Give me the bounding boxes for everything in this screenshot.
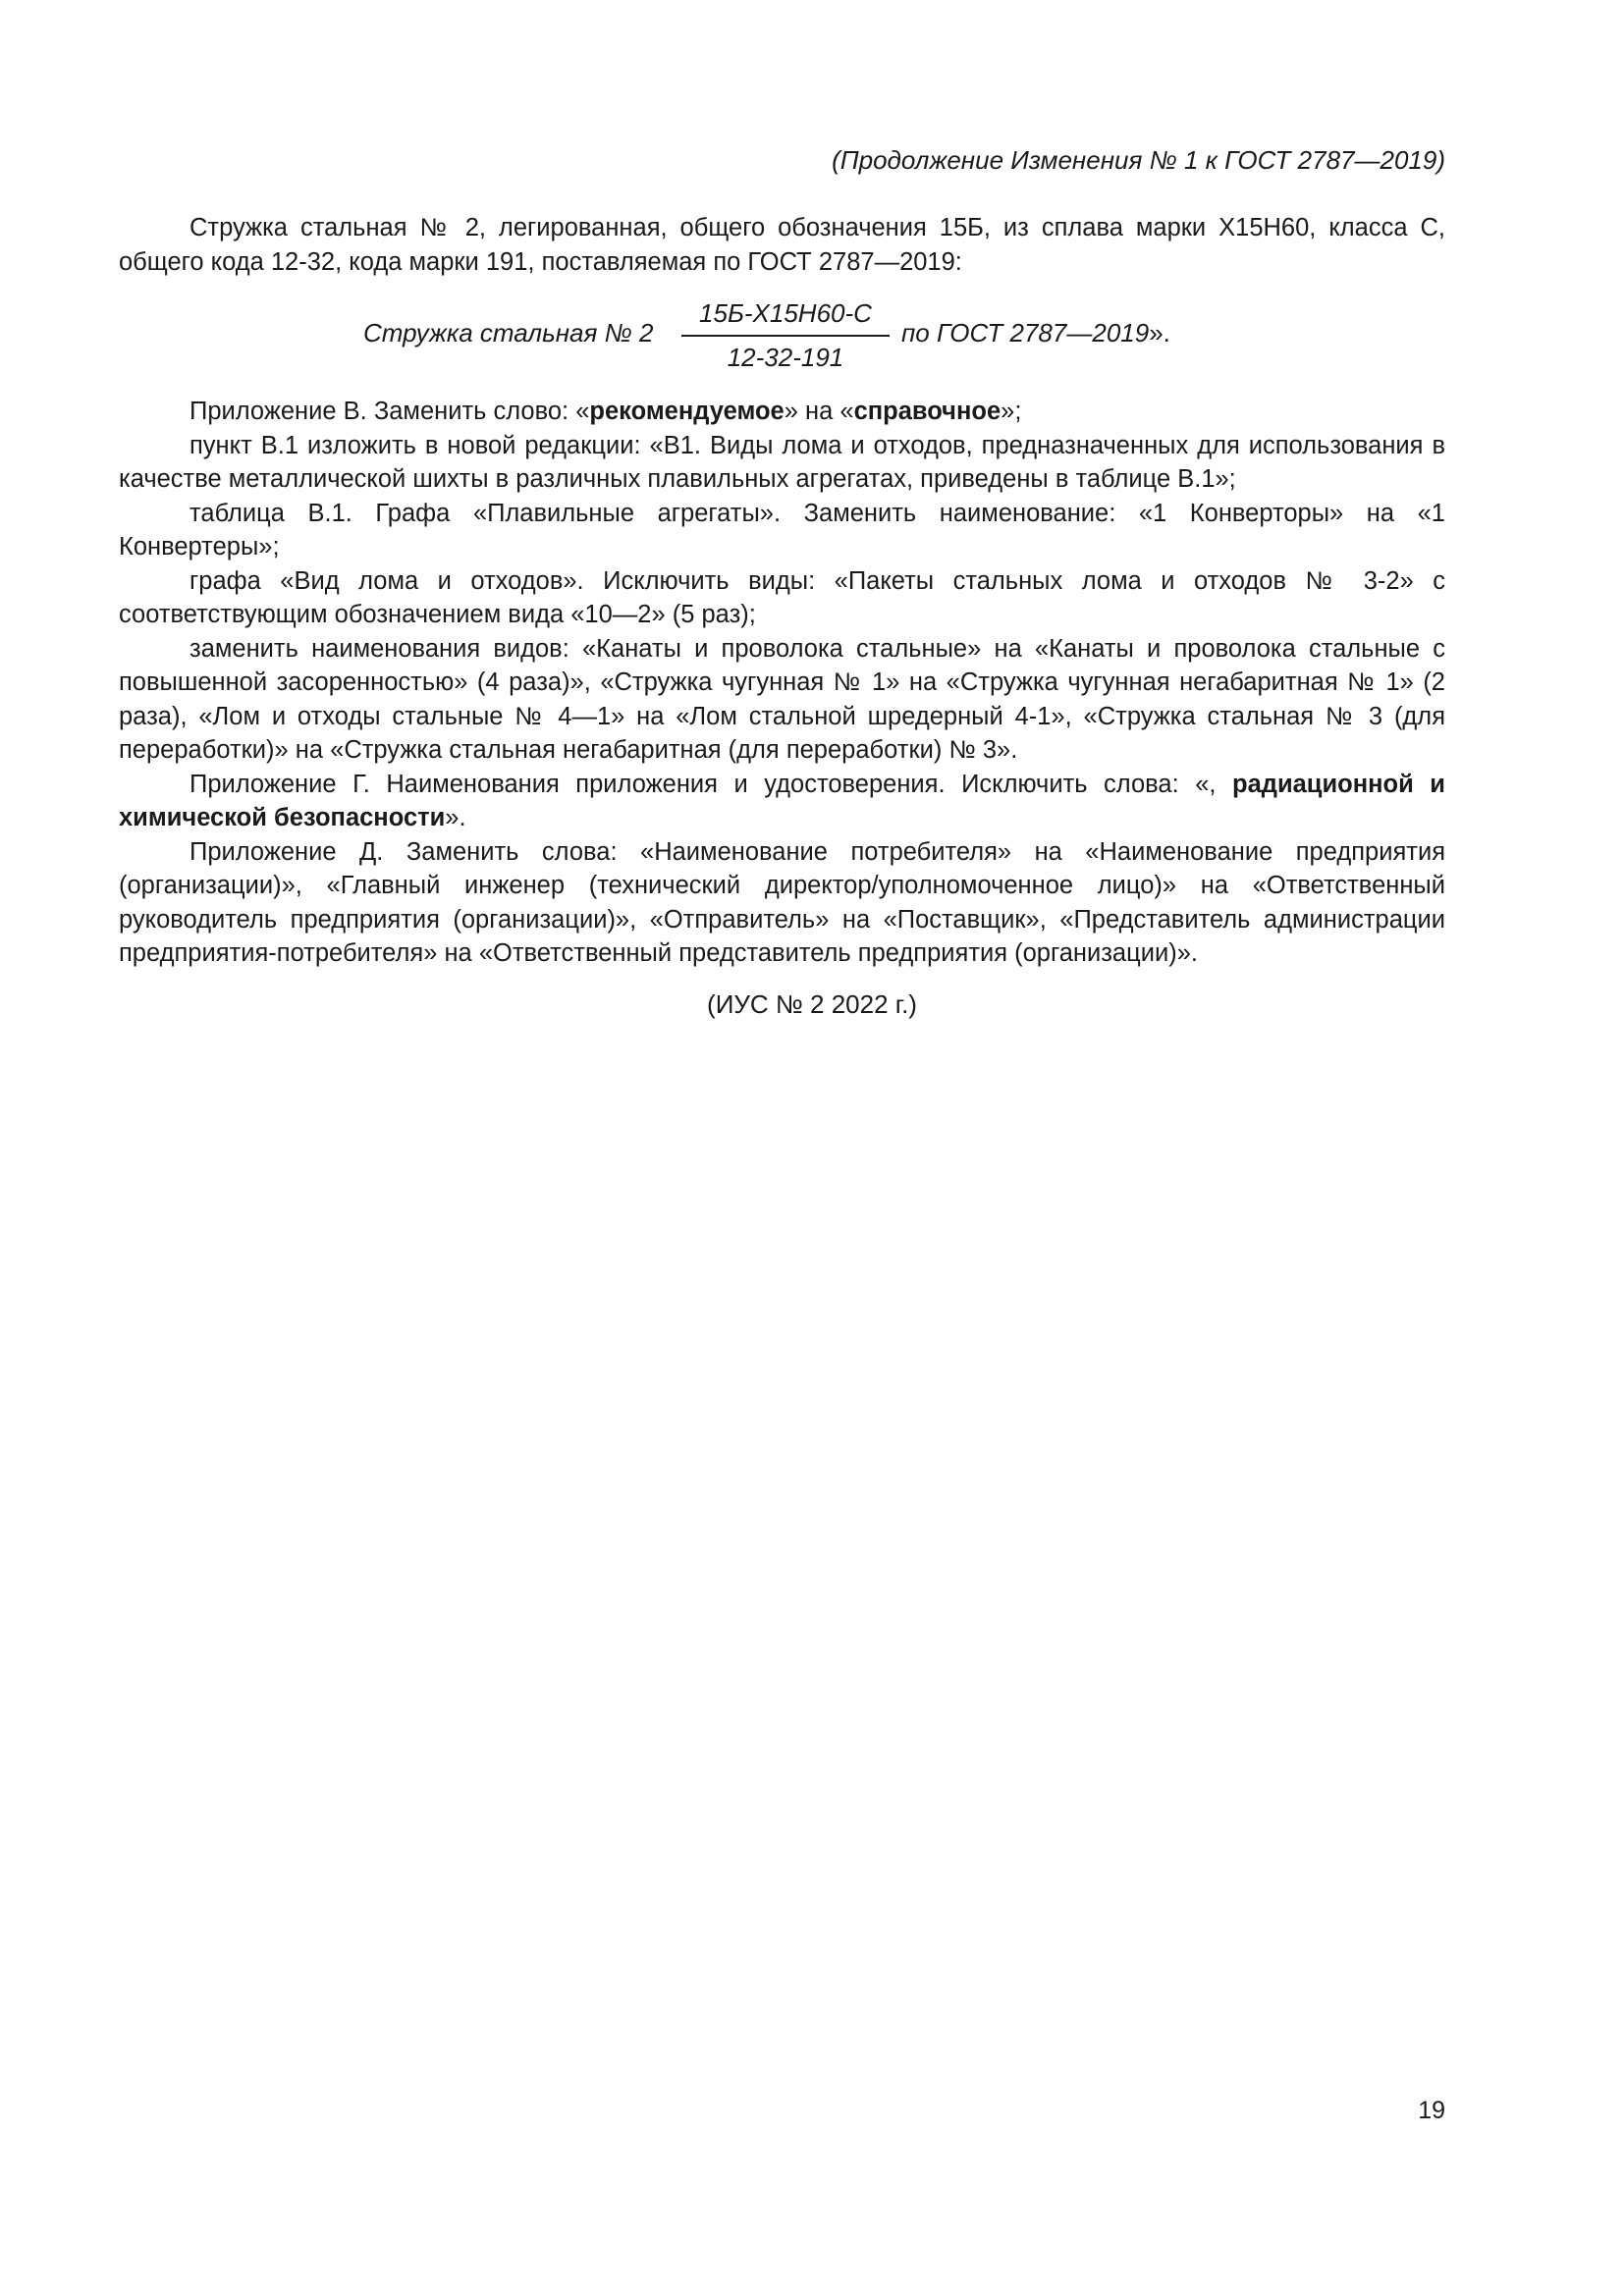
formula-fraction (681, 296, 890, 374)
formula-right (901, 316, 1170, 350)
table-v1-paragraph: таблица В.1. Графа «Плавильные агрегаты». Заменить наименование: «1 Конверторы» на «1 Конвертеры»; (119, 499, 1445, 561)
p1-text-c: » на « (784, 398, 854, 425)
formula-denominator: 12-32-191 (727, 342, 844, 372)
p6-text-a: Приложение Г. Наименования приложения и удостоверения. Исключить слова: «, (189, 770, 1232, 798)
p1-text-d: »; (1001, 398, 1022, 425)
column-scrap-paragraph: графа «Вид лома и отходов». Исключить виды: «Пакеты стальных лома и отходов № 3-2» с соответствующим обозначением вида «10—2» (5 раз); (119, 566, 1445, 628)
formula-right-end: ». (1149, 318, 1170, 347)
p6-bold-safety: радиационной и химической безопасности (119, 770, 1445, 831)
appendix-g-paragraph (119, 768, 1445, 835)
designation-formula (119, 279, 1445, 395)
item-v1-paragraph: пункт В.1 изложить в новой редакции: «В1. Виды лома и отходов, предназначенных для использования в качестве металлической шихты в различных плавильных агрегатах, приведены в таблице В.1»; (119, 431, 1445, 493)
formula-numerator: 15Б-Х15Н60-С (681, 296, 890, 337)
p1-text-a: Приложение В. Заменить слово: « (189, 398, 590, 425)
appendix-v-paragraph (119, 395, 1445, 429)
formula-left: Стружка стальная № 2 (363, 318, 654, 347)
p1-bold-recommended: рекомендуемое (589, 398, 785, 425)
document-body (119, 211, 1445, 971)
continuation-header: (Продолжение Изменения № 1 к ГОСТ 2787—2019) (832, 145, 1445, 175)
ius-reference: (ИУС № 2 2022 г.) (707, 989, 917, 1019)
intro-paragraph: Стружка стальная № 2, легированная, общего обозначения 15Б, из сплава марки Х15Н60, класса С, общего кода 12-32, кода марки 191, поставляемая по ГОСТ 2787—2019: (119, 214, 1445, 276)
appendix-d-paragraph: Приложение Д. Заменить слова: «Наименование потребителя» на «Наименование предприятия (организации)», «Главный инженер (технический директор/уполномоченное лицо)» на «Ответственный руководитель предприятия (организации)», «Отправитель» на «Поставщик», «Представитель администрации предприятия-потребителя» на «Ответственный представитель предприятия (организации)». (119, 837, 1445, 967)
p6-text-c: ». (445, 804, 466, 831)
replace-names-paragraph: заменить наименования видов: «Канаты и проволока стальные» на «Канаты и проволока стальные с повышенной засоренностью» (4 раза)», «Стружка чугунная № 1» на «Стружка чугунная негабаритная № 1» (2 раза), «Лом и отходы стальные № 4—1» на «Лом стальной шредерный 4-1», «Стружка стальная № 3 (для переработки)» на «Стружка стальная негабаритная (для переработки) № 3». (119, 634, 1445, 764)
page-number: 19 (1418, 2097, 1445, 2124)
formula-right-italic: по ГОСТ 2787—2019 (901, 318, 1150, 347)
p1-bold-reference: справочное (853, 398, 1001, 425)
